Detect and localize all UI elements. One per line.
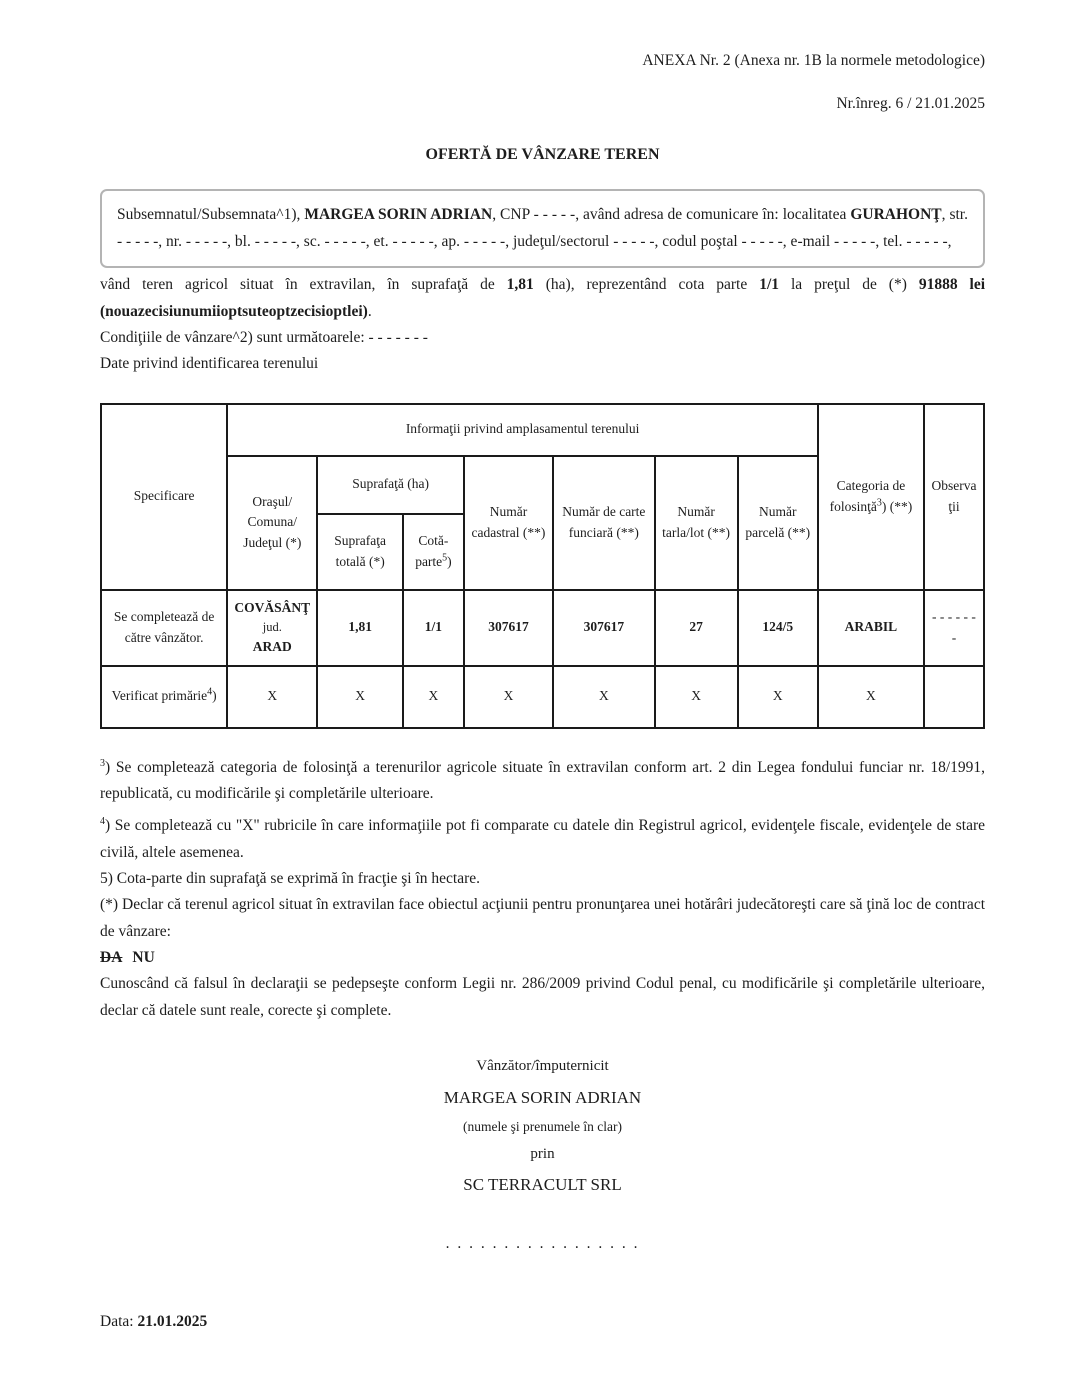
verify-mark-orasul: X bbox=[227, 666, 317, 728]
intro-box bbox=[100, 189, 985, 268]
signature-role: Vânzător/împuternicit bbox=[476, 1058, 609, 1074]
sale-text-3: la preţul de (*) bbox=[779, 276, 919, 294]
intro-text-post: , str. - - - - -, nr. - - - - -, bl. - - - - -, sc. - - - - -, et. - - - - -, ap. - - - - -, judeţul/sectorul - - - - -, codul poştal - - - - -, e-mail - - - - -, tel. - - - - -, bbox=[117, 205, 968, 250]
date-value: 21.01.2025 bbox=[137, 1312, 208, 1330]
land-data-heading: Date privind identificarea terenului bbox=[100, 355, 319, 373]
ownership-share: 1/1 bbox=[759, 276, 780, 294]
cell-nr-carte: 307617 bbox=[553, 590, 655, 666]
footnote-4-mark: 4 bbox=[100, 816, 105, 828]
intro-text-pre: Subsemnatul/Subsemnata^1), bbox=[117, 205, 305, 223]
da-option: DA bbox=[100, 948, 123, 966]
penal-declaration: Cunoscând că falsul în declaraţii se pedepseşte conform Legii nr. 286/2009 privind Codul penal, cu modificările şi completările ulterioare, declar că datele sunt reale, corecte şi complete. bbox=[100, 975, 985, 1019]
categoria-label: Categoria de folosinţă bbox=[829, 478, 906, 514]
cota-parte-label-end: ) bbox=[447, 553, 452, 569]
registration-number: Nr.înreg. 6 / 21.01.2025 bbox=[836, 95, 985, 113]
location-county: ARAD bbox=[252, 638, 292, 654]
land-identification-table bbox=[100, 403, 985, 729]
sale-price: 91888 lei bbox=[918, 276, 986, 294]
cell-categoria: ARABIL bbox=[818, 590, 924, 666]
cell-location bbox=[227, 590, 317, 666]
verify-mark-suprafata: X bbox=[317, 666, 403, 728]
verificat-label: Verificat primărie bbox=[111, 688, 208, 704]
intro-text-mid: , CNP - - - - -, având adresa de comunicare în: localitatea bbox=[492, 205, 851, 223]
cota-parte-label: Cotă-parte bbox=[415, 533, 449, 569]
cell-cota-parte: 1/1 bbox=[403, 590, 464, 666]
signature-name: MARGEA SORIN ADRIAN bbox=[443, 1088, 642, 1107]
col-header-orasul: Oraşul/ Comuna/ Judeţul (*) bbox=[227, 456, 317, 590]
nu-option: NU bbox=[132, 948, 155, 966]
cell-observatii: - - - - - - - bbox=[924, 590, 984, 666]
sale-text-1: vând teren agricol situat în extravilan, în suprafaţă de bbox=[100, 276, 507, 294]
seller-data-row bbox=[101, 590, 984, 666]
signature-block bbox=[100, 1054, 985, 1257]
verificat-label-end: ) bbox=[212, 688, 217, 704]
verify-data-row bbox=[101, 666, 984, 728]
footnote-3-mark: 3 bbox=[100, 757, 105, 769]
date-label: Data: bbox=[100, 1312, 138, 1330]
verify-mark-parcela: X bbox=[738, 666, 818, 728]
signature-dotted-line: . . . . . . . . . . . . . . . . . bbox=[445, 1234, 640, 1252]
cell-nr-tarla: 27 bbox=[655, 590, 738, 666]
verificat-footnote-mark: 4 bbox=[207, 686, 213, 698]
signature-name-note: (numele şi prenumele în clar) bbox=[463, 1119, 622, 1135]
col-header-suprafata-totala: Suprafaţa totală (*) bbox=[317, 514, 403, 590]
da-nu-line bbox=[100, 945, 985, 971]
col-header-cota-parte bbox=[403, 514, 464, 590]
verify-mark-cadastral: X bbox=[464, 666, 553, 728]
categoria-footnote-mark: 3 bbox=[876, 497, 882, 509]
col-header-categoria bbox=[818, 404, 924, 590]
col-header-specificare: Specificare bbox=[101, 404, 227, 590]
land-area: 1,81 bbox=[506, 276, 534, 294]
footnote-3-text: ) Se completează categoria de folosinţă a terenurilor agricole situate în extravilan conform art. 2 din Legea fondului funciar nr. 18/1991, republicată, cu modificările şi completările ulterioare. bbox=[100, 758, 985, 802]
signature-prin: prin bbox=[530, 1145, 555, 1162]
col-header-nr-cadastral: Număr cadastral (**) bbox=[464, 456, 553, 590]
footnote-4-text: ) Se completează cu "X" rubricile în care informaţiile pot fi comparate cu datele din Registrul agricol, evidenţele fiscale, evidenţele de stare civilă, altele asemenea. bbox=[100, 817, 985, 861]
row-label-verificat bbox=[101, 666, 227, 728]
seller-name: MARGEA SORIN ADRIAN bbox=[304, 205, 493, 223]
locality-name: GURAHONŢ bbox=[850, 205, 942, 223]
conditions-line: Condiţiile de vânzare^2) sunt următoarele: - - - - - - - bbox=[100, 328, 428, 346]
verify-mark-tarla: X bbox=[655, 666, 738, 728]
signature-company: SC TERRACULT SRL bbox=[463, 1174, 622, 1194]
location-jud: jud. bbox=[262, 620, 282, 635]
footnote-5: 5) Cota-parte din suprafaţă se exprimă în fracţie şi în hectare. bbox=[100, 869, 481, 887]
sale-text-2: (ha), reprezentând cota parte bbox=[533, 276, 760, 294]
date-line bbox=[100, 1309, 985, 1335]
col-header-suprafata-ha: Suprafaţă (ha) bbox=[317, 456, 464, 514]
col-header-nr-parcela: Număr parcelă (**) bbox=[738, 456, 818, 590]
cota-parte-footnote-mark: 5 bbox=[442, 552, 448, 564]
sale-paragraph bbox=[100, 272, 985, 325]
footnote-3 bbox=[100, 755, 985, 808]
verify-mark-carte: X bbox=[553, 666, 655, 728]
verify-observatii-empty bbox=[924, 666, 984, 728]
verify-mark-categoria: X bbox=[818, 666, 924, 728]
cell-nr-parcela: 124/5 bbox=[738, 590, 818, 666]
col-header-nr-carte: Număr de carte funciară (**) bbox=[553, 456, 655, 590]
col-header-nr-tarla: Număr tarla/lot (**) bbox=[655, 456, 738, 590]
categoria-label-end: ) (**) bbox=[881, 498, 913, 514]
cell-nr-cadastral: 307617 bbox=[464, 590, 553, 666]
footnote-4 bbox=[100, 813, 985, 866]
anexa-note: ANEXA Nr. 2 (Anexa nr. 1B la normele metodologice) bbox=[642, 52, 985, 69]
verify-mark-cota: X bbox=[403, 666, 464, 728]
page-title: OFERTĂ DE VÂNZARE TEREN bbox=[425, 145, 660, 163]
sale-text-5: . bbox=[367, 302, 372, 320]
cell-suprafata-totala: 1,81 bbox=[317, 590, 403, 666]
col-header-info: Informaţii privind amplasamentul terenului bbox=[227, 404, 818, 456]
row-label-seller: Se completează de către vânzător. bbox=[101, 590, 227, 666]
col-header-observatii: Observaţii bbox=[924, 404, 984, 590]
declaration-note: (*) Declar că terenul agricol situat în extravilan face obiectul acţiunii pentru pronunţarea unei hotărâri judecătoreşti care să ţină loc de contract de vânzare: bbox=[100, 896, 985, 940]
location-city: COVĂSÂNŢ bbox=[234, 599, 311, 615]
sale-price-words: (nouazecisiunumiioptsuteoptzecisioptlei) bbox=[100, 302, 368, 320]
